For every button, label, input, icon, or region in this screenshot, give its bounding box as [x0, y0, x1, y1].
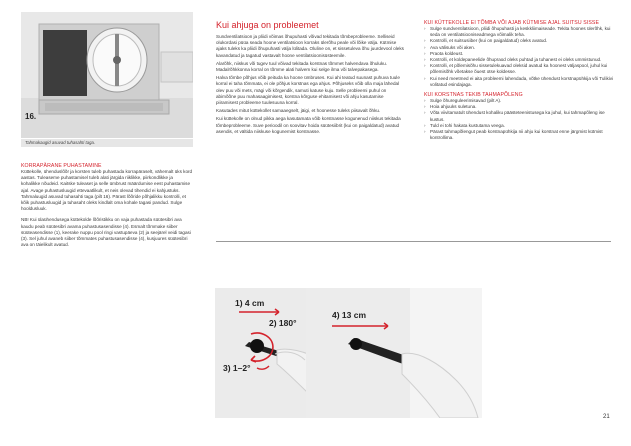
step-2-label: 2) 180° — [269, 318, 297, 328]
list-item: › Pärast tahmapõlengut peab korstnapühkija nii ahju kui korstnat enne järgmist kütmist kontrollima. — [424, 129, 614, 141]
list-item: › Praota koldeust. — [424, 51, 614, 57]
middle-column — [216, 20, 406, 137]
list-chimney-fire — [424, 98, 614, 141]
list-item: › Ava välisuks või aken. — [424, 45, 614, 51]
list-item: › Hoia ahjuuks suletuna. — [424, 104, 614, 110]
paragraph-moisture: Kui küttekolle on olnud pikka aega kasutamata võib korstnasse kogunenud niiskus tekitada tõmbeprobleeme. Suve perioodil on soovitav hoida süütesiibrit (kui on paigaldatud) avatud asendis, et vältida niiskuse kogunemist korstnasse. — [216, 116, 401, 134]
paragraph-note: NB! Kui ülaühendusega küttekolde lõõristikku on vaja puhastada süütesibri ava kaudu peab süütesibri avama puhastusasendisse (4). Esmalt tõmmake siiber süüteasendisse (1), keerake nuppu pool ringi vastupäeva (2) ja seejärel veidi tagasi (3). Sel juhul avaneb siiber tõmmates puhastusasendisse (4), kusjuures süütesibri ava on täielikult avatud. — [21, 217, 191, 248]
list-item: › Tuld ei tohi hakata kustutama veega. — [424, 123, 614, 129]
photo-caption: Tahmakaugid asuvad tuhasahti taga. — [21, 139, 193, 147]
paragraph-ventilation: Sundventilatsioon ja pliidi võimas õhupuhasti võivad tekitada tõmbeprobleeme. Selliseid olukordasi püüa seada hoone ventilatsioon korraks ülerõhu peale või lõike välja. Kütmise ajaks tuleks ka pliidi õhupuhasti välja lülitada. Oluline on, et sissetuleva õhu juurdevool oleks kavandatud ja tagatud vastavalt hoone ventilatsioonisüsteemile. — [216, 34, 404, 58]
paragraph-pressure: Alarõhk, niiskus või tugev tuul võivad tekitada korstnas tõmmet halvendava õhuluku. Madalrõhkkonna korral on tõmme alati halvem kui selge ilma või talvepakasega. — [216, 60, 388, 73]
damper-pull-illustration — [306, 288, 482, 418]
list-item: › Kontrolli, et koldepaneelide õhupraod oleks puhtad ja tuhanest ei oleks ummistunud. — [424, 57, 614, 63]
step-1-label: 1) 4 cm — [235, 298, 265, 308]
section-heading-cleaning: KORRAPÄRANE PUHASTAMINE — [21, 163, 102, 169]
paragraph-surroundings: Halva tõmbe põhjus võib peituda ka hoone ümbruses. Kui ahi teatud suunast puhuva tuule korral ei taha tõmmata, ei ole põhjus korstnas ega ahjus. Põhjuseks võib olla maja lähedal olev puu või mets, mägi või kõrgendik, samuti katuse kuju. Selle probleemi puhul on abimõõne puu mahasaagimisest, korstna kõrguse ehitamisest või ahju kasutamise piiramisest probleeme tuulesuuna korral. — [216, 75, 400, 106]
step-3-label: 3) 1–2° — [223, 363, 251, 373]
list-item: › Kui need meetmed ei aita probleemi lahendada, võtke ühendust korstnapühkija või Tulikivi volitatud esindajaga. — [424, 76, 614, 88]
list-item: › Kontrolli, et põlemisõhu sissetulekuavad oleksid avatud ka hoonest väljaspool, juhul kui põlemisõhk võetakse õuest otse koldesse. — [424, 63, 614, 75]
list-item: › Kontrolli, et suitsusiiber (kui on paigaldatud) oleks avatud. — [424, 38, 614, 44]
list-item: › Sulge sundventilatsioon, pliidi õhupuhasti ja keskkliimaiseade. Tekita hoones ülerõhk, kui seda on ventilatsiooniseadmega võimalik teha. — [424, 26, 614, 38]
paragraph-multiple-fireplaces: Kasutades mitut küttekollet samaaegselt, jäigi, et hoonesse tuleks piisavalt õhku. — [216, 108, 381, 114]
section-divider — [216, 241, 611, 242]
right-column — [424, 20, 614, 143]
section-heading-chimney-fire: KUI KORSTNAS TEKIB TAHMAPÕLENG — [424, 92, 523, 99]
list-no-draft — [424, 26, 614, 88]
left-column — [21, 163, 193, 250]
paragraph-cleaning: Küttekolle, ühenduslõõr ja korsten tuleb puhastada korrapäraselt, vähemalt üks kord aastas. Tuleaseme puhastamisel tuleb alati järgida riiklikke, piirkondlikke ja kohalikke nõudeid. Kaitske tuleaset ja selle ümbrust määrdumise eest puhastamise ajal. Avage puhastusluugid ettevaatlikult, et neis olevad tihendid ei kahjustuks. Tahmaluugid asuvad tuhasahti taga (pilt 16). Pärast lõõride põhjalikku kontrolli, et kõik puhastusluugid ja tuhasaht oleks kindlalt oma kohale tagasi pandud. Sulge hooldusluuk. — [21, 169, 193, 212]
damper-figure-step-4 — [306, 288, 482, 418]
step-4-label: 4) 13 cm — [332, 310, 367, 320]
ash-door-illustration — [21, 12, 193, 138]
photo-number: 16. — [25, 112, 37, 121]
page-number: 21 — [603, 414, 610, 420]
list-item: › Võta viivitamatult ühendust kohaliku päästeteenistusega ka juhul, kui tahmapõleng ise kustus. — [424, 110, 614, 122]
section-title-problems: Kui ahjuga on probleemet — [216, 20, 319, 30]
section-heading-no-draft: KUI KÜTTEKOLLE EI TÕMBA VÕI AJAB KÜTMISE AJAL SUITSU SISSE — [424, 20, 600, 26]
list-item: › Sulge õhureguleerimisavad (pilt A). — [424, 98, 614, 104]
product-photo — [21, 12, 193, 138]
